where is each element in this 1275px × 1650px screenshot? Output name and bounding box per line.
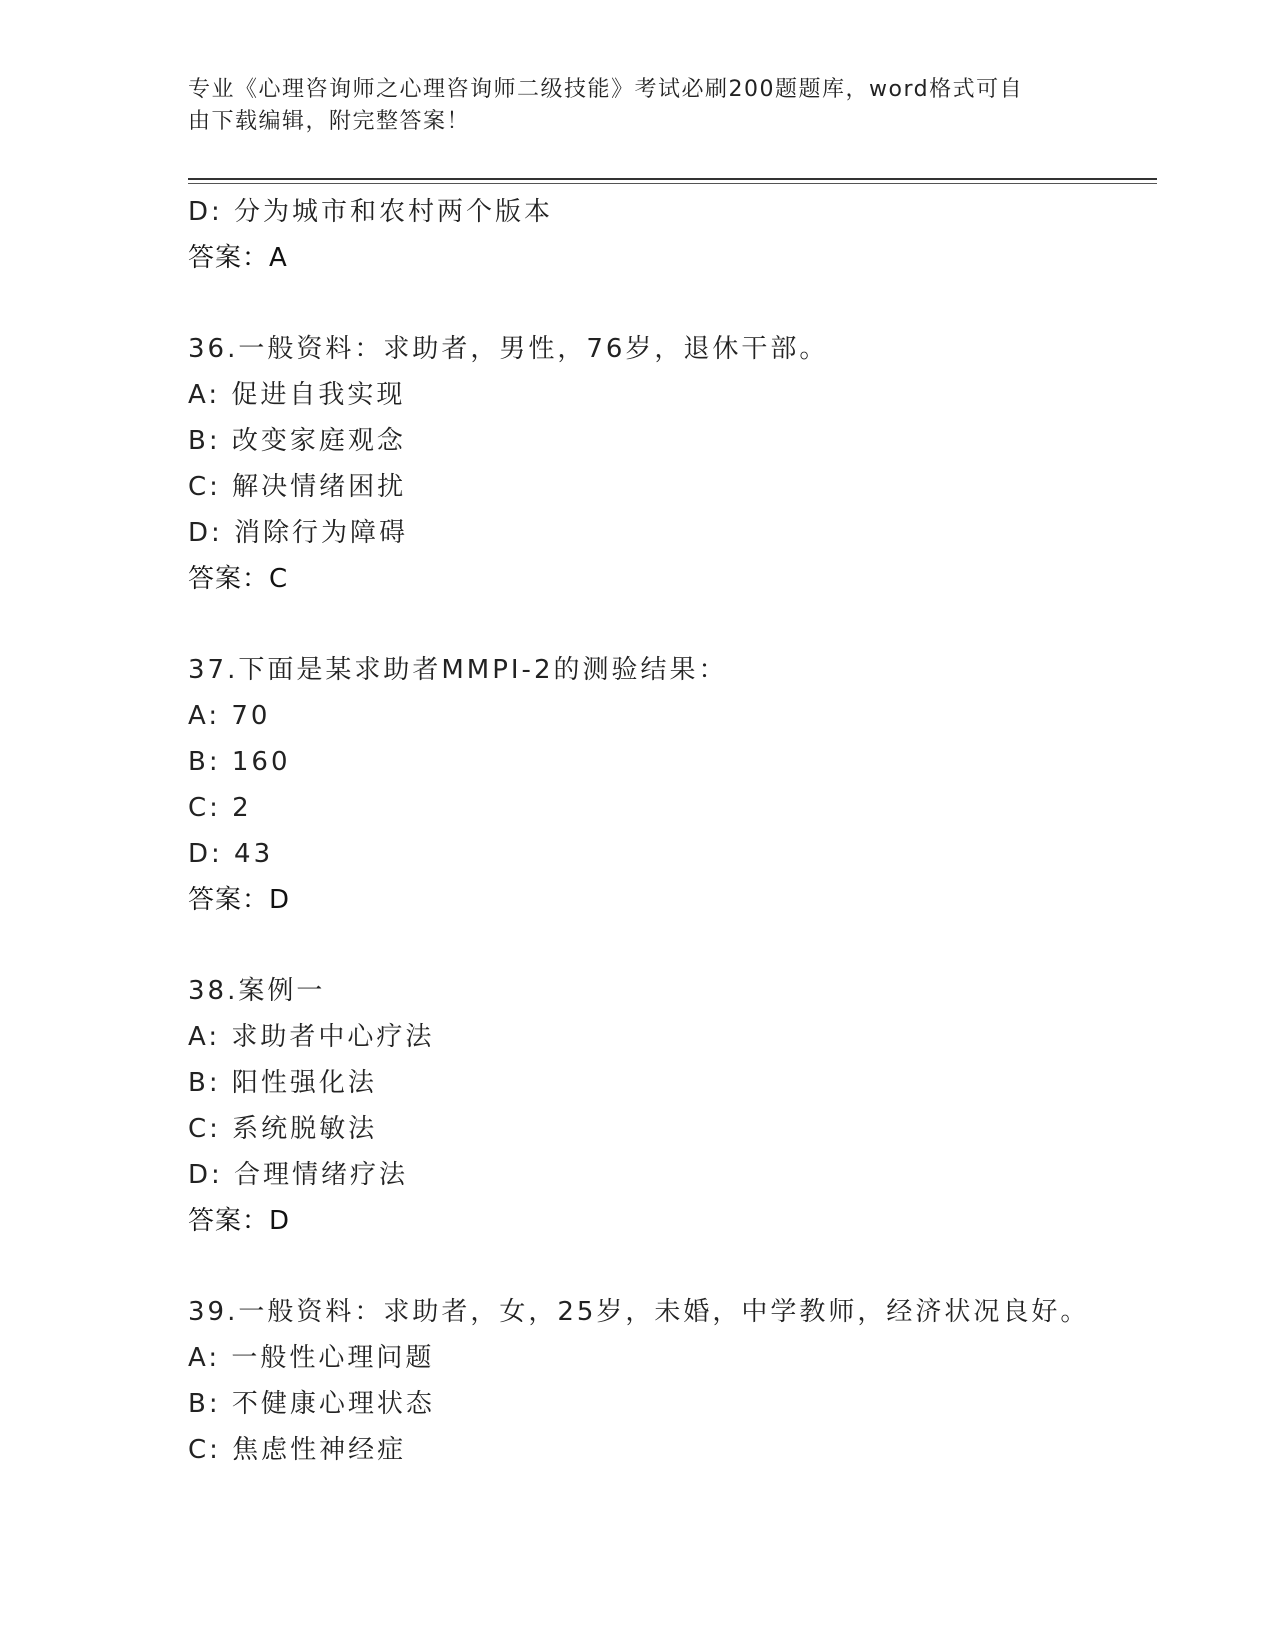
- question-block-37: [188, 647, 1157, 923]
- option-c: C: 系统脱敏法: [188, 1114, 378, 1144]
- option-b: B: 不健康心理状态: [188, 1389, 435, 1419]
- question-block-39: [188, 1289, 1157, 1473]
- option-b: B: 阳性强化法: [188, 1068, 377, 1098]
- option-d: D: 43: [188, 839, 274, 869]
- question-block-36: [188, 326, 1157, 602]
- answer-line: 答案：D: [188, 1206, 291, 1236]
- header-rule-thick: [188, 178, 1157, 180]
- option-d: D: 分为城市和农村两个版本: [188, 197, 554, 227]
- option-a: A: 促进自我实现: [188, 380, 406, 410]
- option-c: C: 2: [188, 793, 252, 823]
- option-a: A: 一般性心理问题: [188, 1343, 435, 1373]
- header-rule-thin: [188, 183, 1157, 184]
- question-text: 39.一般资料：求助者，女，25岁，未婚，中学教师，经济状况良好。: [188, 1297, 1090, 1327]
- question-block-35: [188, 189, 1157, 281]
- question-text: 36.一般资料：求助者，男性，76岁，退休干部。: [188, 334, 829, 364]
- option-a: A: 求助者中心疗法: [188, 1022, 435, 1052]
- option-d: D: 合理情绪疗法: [188, 1160, 409, 1190]
- option-c: C: 解决情绪困扰: [188, 472, 407, 502]
- question-text: 37.下面是某求助者MMPI-2的测验结果：: [188, 655, 728, 685]
- option-c: C: 焦虑性神经症: [188, 1435, 407, 1465]
- answer-line: 答案：C: [188, 564, 289, 594]
- option-b: B: 160: [188, 747, 291, 777]
- option-b: B: 改变家庭观念: [188, 426, 406, 456]
- answer-line: 答案：A: [188, 243, 288, 273]
- option-d: D: 消除行为障碍: [188, 518, 409, 548]
- header-line-2: 由下载编辑，附完整答案！: [188, 109, 471, 134]
- question-list: [188, 189, 1157, 1473]
- question-text: 38.案例一: [188, 976, 326, 1006]
- answer-line: 答案：D: [188, 885, 291, 915]
- document-header: [188, 74, 1068, 138]
- question-block-38: [188, 968, 1157, 1244]
- option-a: A: 70: [188, 701, 271, 731]
- header-line-1: 专业《心理咨询师之心理咨询师二级技能》考试必刷200题题库，word格式可自: [188, 77, 1024, 102]
